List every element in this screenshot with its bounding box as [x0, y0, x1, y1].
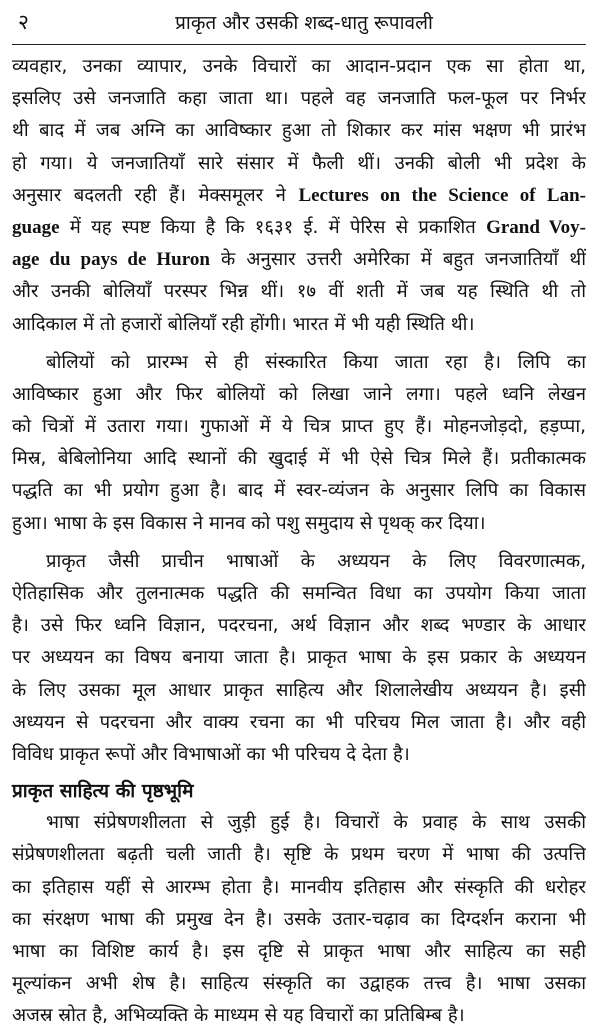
- text-run: हुआ। भाषा के इस विकास ने मानव को पशु समुदाय से पृथक् कर दिया।: [12, 512, 486, 534]
- text-line: [12, 443, 586, 475]
- text-line: [12, 244, 586, 276]
- header-rule: [12, 44, 586, 45]
- text-run: का इतिहास यहीं से आरम्भ होता है। मानवीय इतिहास और संस्कृति की धरोहर: [12, 876, 586, 898]
- latin-citation: guage: [12, 216, 60, 238]
- text-line: [12, 839, 586, 871]
- text-line: [12, 148, 586, 180]
- text-run: ऐतिहासिक और तुलनात्मक पद्धति की समन्वित विधा का उपयोग किया जाता: [12, 583, 586, 604]
- body-text: [12, 51, 586, 1032]
- text-run: का संरक्षण भाषा की प्रमुख देन है। उसके उतार-चढ़ाव का दिग्दर्शन कराना भी: [12, 908, 586, 930]
- text-line: [12, 83, 586, 115]
- text-run: भाषा का विशिष्ट कार्य है। इस दृष्टि से प्राकृत भाषा और साहित्य का सही: [12, 940, 586, 962]
- text-line: [12, 475, 586, 507]
- text-line: [12, 904, 586, 936]
- text-run: अनुसार बदलती रही हैं। मेक्समूलर ने: [12, 184, 299, 206]
- page-number: २: [18, 10, 29, 34]
- text-line: [12, 642, 586, 674]
- text-line: [12, 180, 586, 212]
- section-paragraph: [12, 807, 586, 1032]
- text-run: पर अध्ययन का विषय बनाया जाता है। प्राकृत भाषा के इस प्रकार के अध्ययन: [12, 647, 586, 669]
- text-run: हो गया। ये जनजातियाँ सारे संसार में फैली थीं। उनकी बोली भी प्रदेश के: [12, 152, 586, 174]
- text-run: इसलिए उसे जनजाति कहा जाता था। पहले वह जनजाति फल-फूल पर निर्भर: [12, 88, 586, 110]
- text-run: अध्ययन से पदरचना और वाक्य रचना का भी परिचय मिल जाता है। और वही: [12, 711, 586, 733]
- text-run: संप्रेषणशीलता बढ़ती चली जाती है। सृष्टि के प्रथम चरण में भाषा की उत्पत्ति: [12, 844, 586, 866]
- text-line: [12, 379, 586, 411]
- text-run: मूल्यांकन अभी शेष है। साहित्य संस्कृति का उद्वाहक तत्त्व है। भाषा उसका: [12, 973, 586, 995]
- text-line: [12, 115, 586, 147]
- text-line: [12, 578, 586, 610]
- paragraph: [12, 347, 586, 540]
- latin-citation: Lectures on the Science of Lan-: [298, 184, 586, 206]
- text-run: व्यवहार, उनका व्यापार, उनके विचारों का आदान-प्रदान एक सा होता था,: [12, 56, 586, 77]
- text-run: भाषा संप्रेषणशीलता से जुड़ी हुई है। विचारों के प्रवाह के साथ उसकी: [46, 812, 586, 834]
- text-line: [12, 276, 586, 308]
- text-line: [12, 309, 586, 341]
- text-line: [12, 872, 586, 904]
- text-run: पद्धति का भी प्रयोग हुआ है। बाद में स्वर-व्यंजन के अनुसार लिपि का विकास: [12, 480, 586, 502]
- text-run: आदिकाल में तो हजारों बोलियाँ रही होंगी। भारत में भी यही स्थिति थी।: [12, 313, 475, 335]
- text-line: [12, 51, 586, 83]
- text-line: [12, 347, 586, 379]
- text-line: [12, 508, 586, 540]
- text-run: विविध प्राकृत रूपों और विभाषाओं का भी परिचय दे देता है।: [12, 743, 410, 765]
- text-line: [12, 675, 586, 707]
- page-header: [12, 0, 586, 44]
- text-run: आविष्कार हुआ और फिर बोलियों को लिखा जाने लगा। पहले ध्वनि लेखन: [12, 383, 586, 405]
- text-line: [12, 610, 586, 642]
- text-run: में यह स्पष्ट किया है कि १६३१ ई. में पेरिस से प्रकाशित: [59, 216, 487, 238]
- latin-citation: age du pays de Huron: [12, 249, 210, 271]
- text-run: थी बाद में जब अग्नि का आविष्कार हुआ तो शिकार कर मांस भक्षण भी प्रारंभ: [12, 120, 586, 142]
- text-run: मिस्र, बेबिलोनिया आदि स्थानों की खुदाई में भी ऐसे चित्र मिले हैं। प्रतीकात्मक: [12, 448, 586, 470]
- text-run: प्राकृत जैसी प्राचीन भाषाओं के अध्ययन के लिए विवरणात्मक,: [46, 550, 586, 572]
- text-line: [12, 936, 586, 968]
- text-line: [12, 1000, 586, 1032]
- text-line: [12, 212, 586, 244]
- paragraph: [12, 546, 586, 771]
- text-line: [12, 411, 586, 443]
- section-heading: प्राकृत साहित्य की पृष्ठभूमि: [12, 780, 194, 803]
- text-line: [12, 739, 586, 771]
- text-line: [12, 546, 586, 578]
- text-run: और उनकी बोलियाँ परस्पर भिन्न थीं। १७ वीं शती में जब यह स्थिति थी तो: [12, 281, 586, 303]
- text-line: [12, 807, 586, 839]
- text-run: अजस्र स्रोत है, अभिव्यक्ति के माध्यम से यह विचारों का प्रतिबिम्ब है।: [12, 1005, 465, 1027]
- text-line: [12, 968, 586, 1000]
- text-run: है। उसे फिर ध्वनि विज्ञान, पदरचना, अर्थ विज्ञान और शब्द भण्डार के आधार: [12, 615, 586, 637]
- text-run: बोलियों को प्रारम्भ से ही संस्कारित किया जाता रहा है। लिपि का: [46, 351, 586, 373]
- text-line: [12, 707, 586, 739]
- running-title: प्राकृत और उसकी शब्द-धातु रूपावली: [175, 12, 433, 34]
- text-run: के लिए उसका मूल आधार प्राकृत साहित्य और शिलालेखीय अध्ययन है। इसी: [12, 679, 586, 701]
- paragraph: [12, 51, 586, 341]
- latin-citation: Grand Voy-: [486, 216, 586, 238]
- text-run: के अनुसार उत्तरी अमेरिका में बहुत जनजातियाँ थीं: [209, 249, 586, 271]
- text-run: को चित्रों में उतारा गया। गुफाओं में ये चित्र प्राप्त हुए हैं। मोहनजोड़दो, हड़प्पा,: [12, 416, 586, 438]
